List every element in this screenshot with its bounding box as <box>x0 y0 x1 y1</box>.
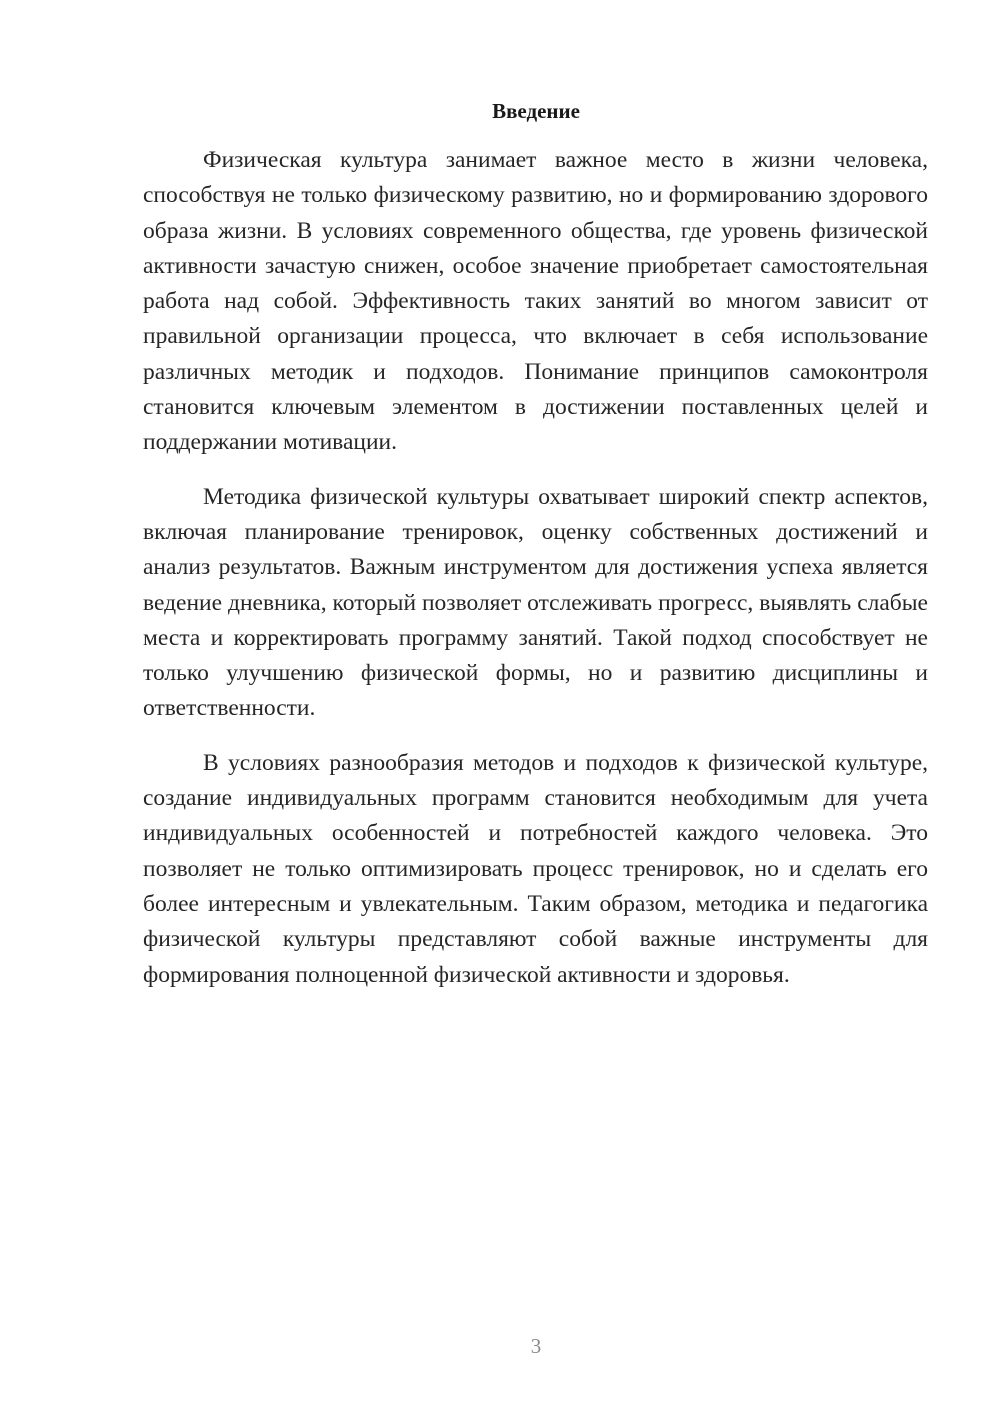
paragraph-1: Физическая культура занимает важное место в жизни человека, способствуя не только физическому развитию, но и формированию здорового образа жизни. В условиях современного общества, где уровень физической активности зачастую снижен, особое значение приобретает самостоятельная работа над собой. Эффективность таких занятий во многом зависит от правильной организации процесса, что включает в себя использование различных методик и подходов. Понимание принципов самоконтроля становится ключевым элементом в достижении поставленных целей и поддержании мотивации. <box>143 147 928 456</box>
page-number: 3 <box>530 1334 542 1358</box>
section-heading: Введение <box>492 99 580 123</box>
body-text <box>143 143 928 1012</box>
paragraph-3: В условиях разнообразия методов и подходов к физической культуре, создание индивидуальных программ становится необходимым для учета индивидуальных особенностей и потребностей каждого человека. Это позволяет не только оптимизировать процесс тренировок, но и сделать его более интересным и увлекательным. Таким образом, методика и педагогика физической культуры представляют собой важные инструменты для формирования полноценной физической активности и здоровья. <box>143 749 928 988</box>
paragraph-2: Методика физической культуры охватывает широкий спектр аспектов, включая планирование тренировок, оценку собственных достижений и анализ результатов. Важным инструментом для достижения успеха является ведение дневника, который позволяет отслеживать прогресс, выявлять слабые места и корректировать программу занятий. Такой подход способствует не только улучшению физической формы, но и развитию дисциплины и ответственности. <box>143 483 928 722</box>
